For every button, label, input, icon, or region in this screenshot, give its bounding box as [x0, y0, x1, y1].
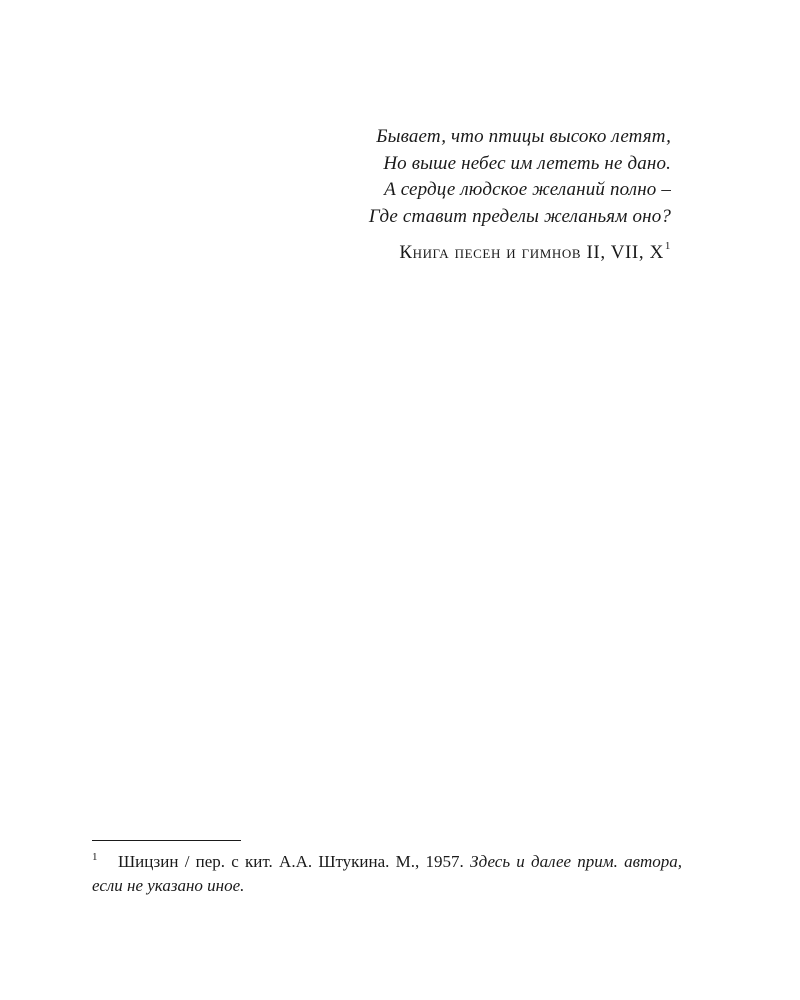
footnote-source: Шицзин / пер. с кит. А.А. Штукина. М., 1957.: [118, 852, 464, 871]
footnote-note-italic-2: прим. автора, если не указано иное.: [92, 852, 683, 895]
verse-line-2: Но выше небес им лететь не дано.: [383, 152, 671, 174]
epigraph-attribution: [251, 240, 671, 266]
footnote-divider: [92, 840, 241, 841]
footnote-note-italic-1: Здесь и далее: [470, 852, 572, 871]
footnote: 1 Шицзин / пер. с кит. А.А. Штукина. М., 1957. Здесь и далее прим. автора, если не указано иное.: [92, 851, 683, 895]
attribution-text: Книга песен и гимнов II, VII, X: [399, 242, 664, 263]
verse-line-3: А сердце людское желаний полно –: [384, 179, 671, 200]
verse-line-1: Бывает, что птицы высоко летят,: [376, 126, 671, 147]
footnote-reference[interactable]: 1: [664, 239, 671, 252]
epigraph: [251, 124, 671, 266]
verse-line-4: Где ставит пределы желаньям оно?: [368, 205, 671, 227]
